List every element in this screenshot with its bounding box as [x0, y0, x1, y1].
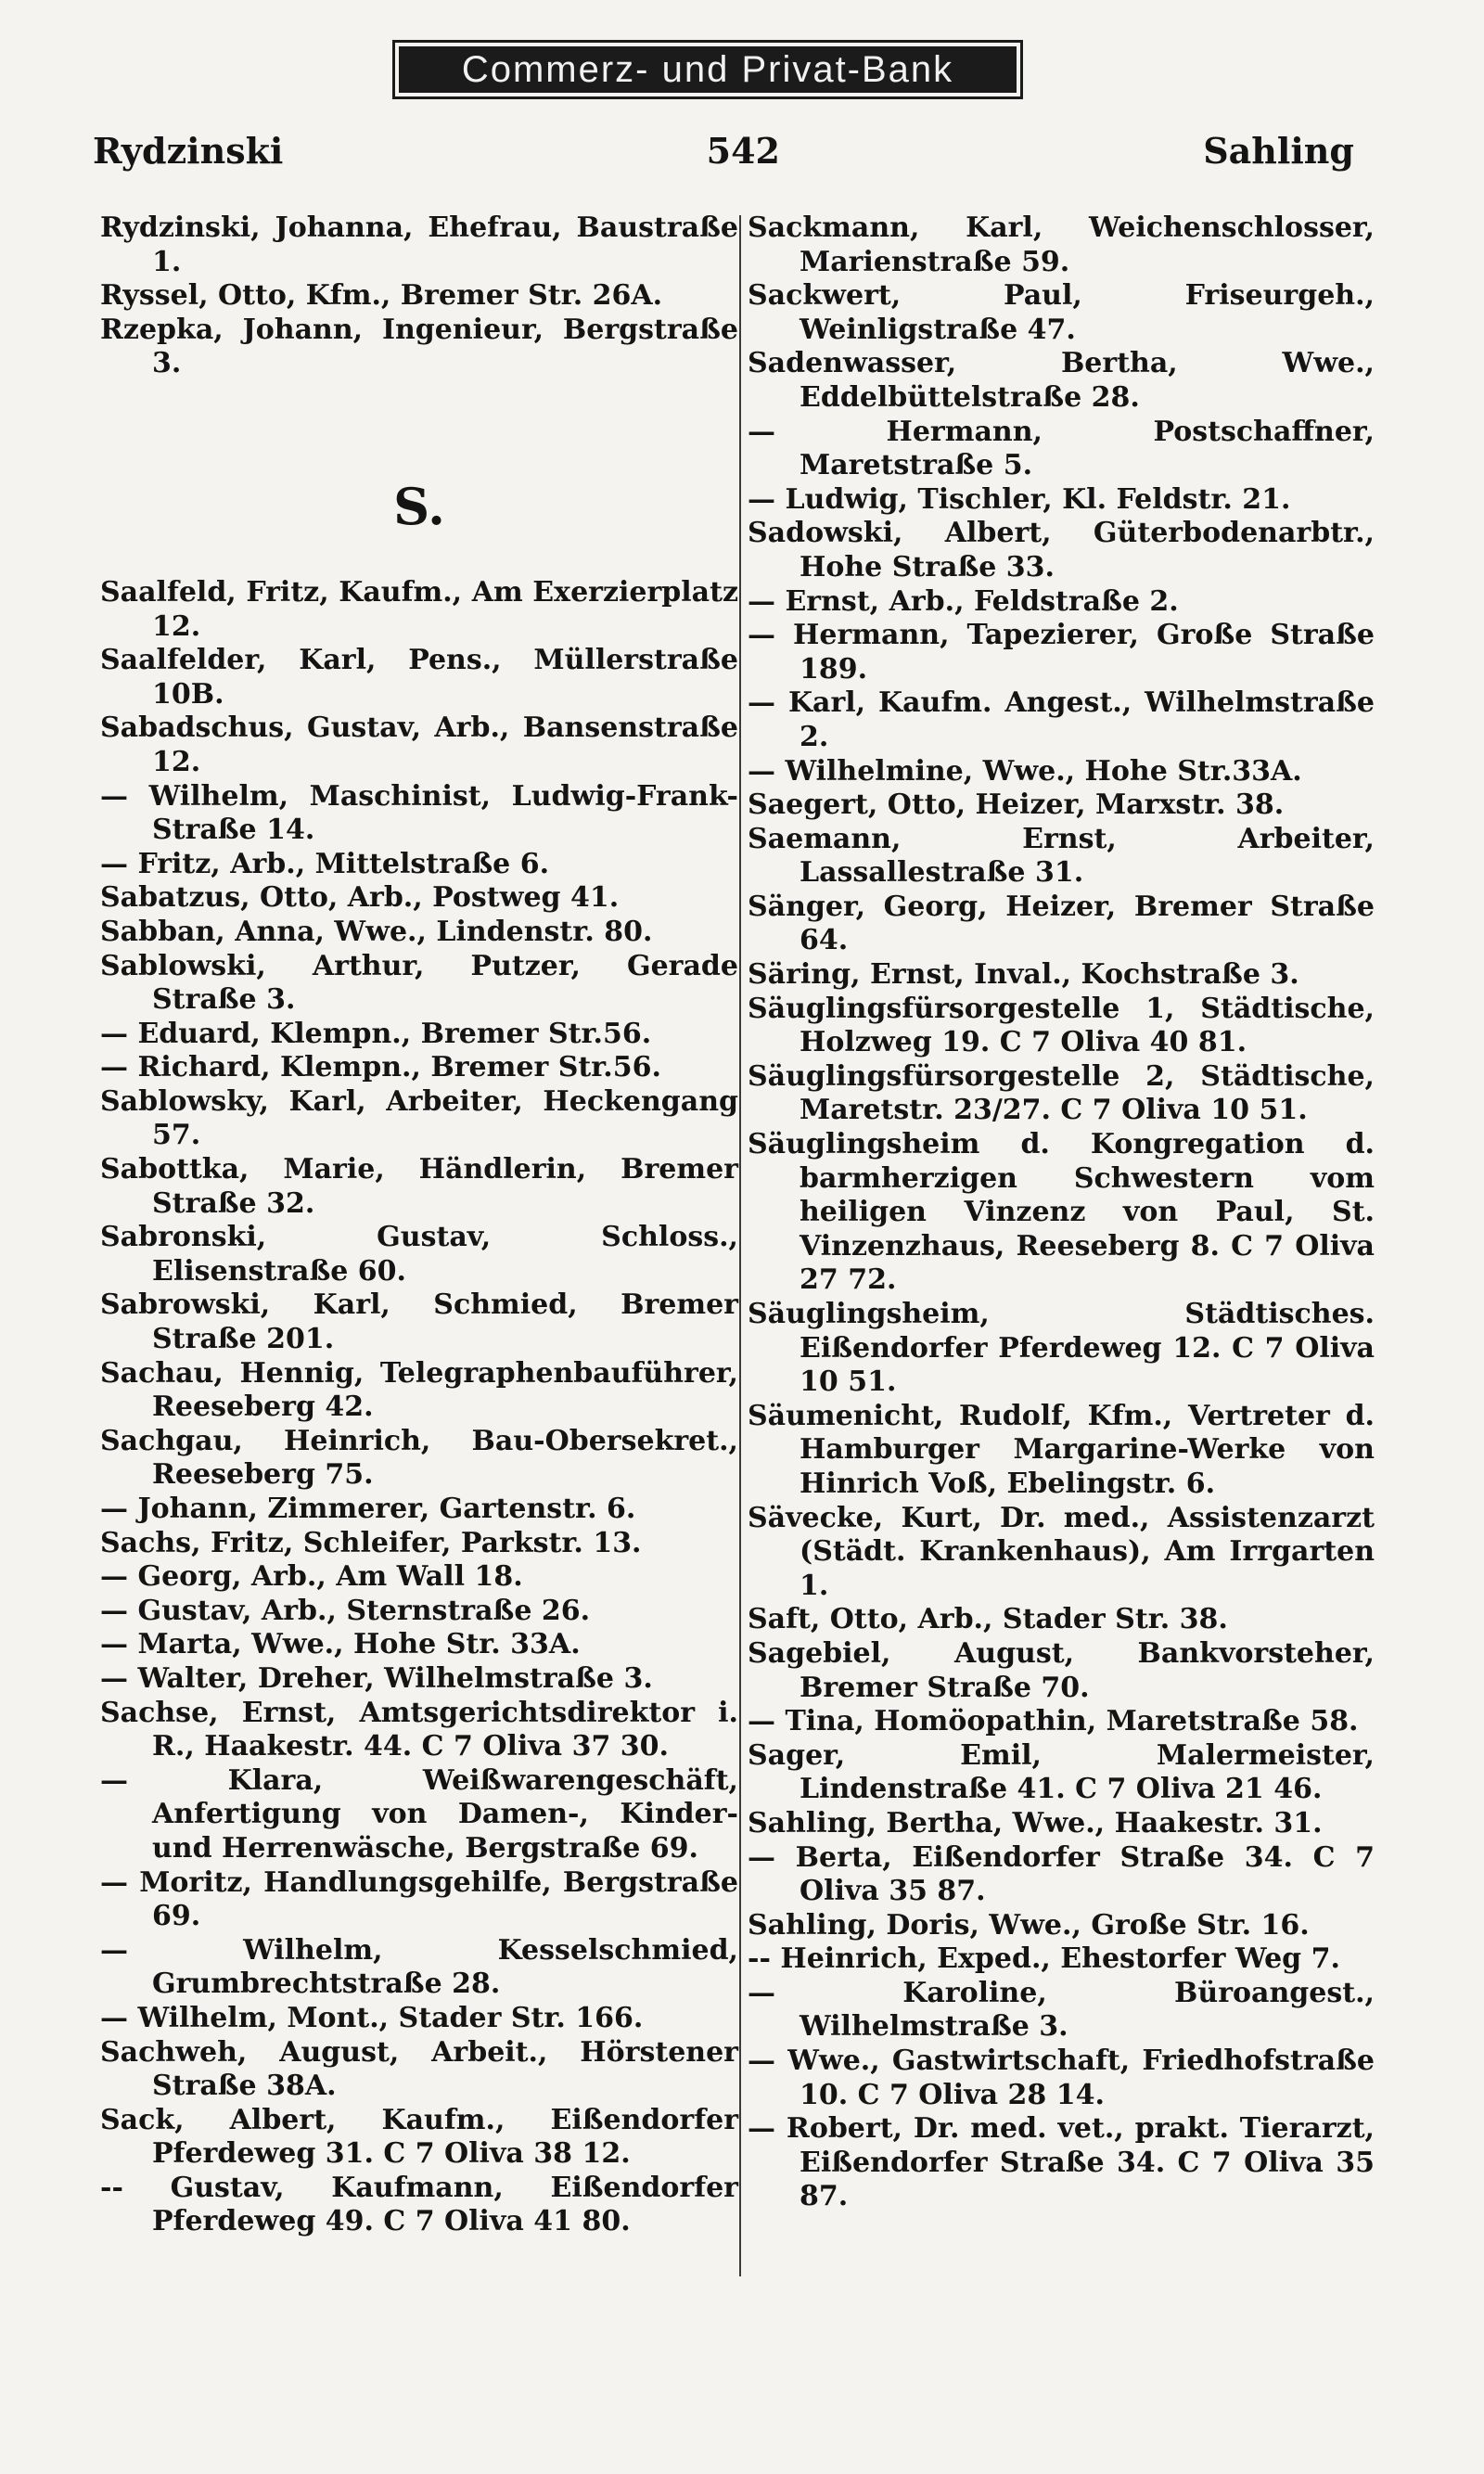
directory-entry: Rzepka, Johann, Ingenieur, Bergstraße 3.	[100, 313, 738, 380]
directory-entry: Sabronski, Gustav, Schloss., Elisenstraße 60.	[100, 1221, 738, 1288]
directory-entry: — Eduard, Klempn., Bremer Str.56.	[100, 1017, 652, 1050]
header-left-word: Rydzinski	[93, 130, 284, 172]
directory-entry: Sachgau, Heinrich, Bau-Obersekret., Reeseberg 75.	[100, 1424, 738, 1492]
running-header	[93, 130, 1354, 172]
directory-entry: Säumenicht, Rudolf, Kfm., Vertreter d. Hamburger Margarine-Werke von Hinrich Voß, Ebelingstr. 6.	[748, 1399, 1375, 1500]
directory-entry: -- Heinrich, Exped., Ehestorfer Weg 7.	[748, 1942, 1340, 1976]
directory-entry: — Wilhelmine, Wwe., Hohe Str.33A.	[748, 754, 1302, 788]
directory-entry: Saalfeld, Fritz, Kaufm., Am Exerzierplatz 12.	[100, 575, 738, 643]
directory-entry: Sablowsky, Karl, Arbeiter, Heckengang 57.	[100, 1084, 738, 1152]
directory-entry: — Ernst, Arb., Feldstraße 2.	[748, 584, 1179, 618]
directory-entry: — Hermann, Tapezierer, Große Straße 189.	[748, 619, 1375, 686]
directory-entry: Sahling, Bertha, Wwe., Haakestr. 31.	[748, 1806, 1323, 1839]
directory-entry: Sävecke, Kurt, Dr. med., Assistenzarzt (Städt. Krankenhaus), Am Irrgarten 1.	[748, 1501, 1375, 1602]
directory-entry: — Moritz, Handlungsgehilfe, Bergstraße 69.	[100, 1865, 738, 1933]
directory-entry: — Robert, Dr. med. vet., prakt. Tierarzt, Eißendorfer Straße 34. C 7 Oliva 35 87.	[748, 2112, 1375, 2213]
directory-entry: — Walter, Dreher, Wilhelmstraße 3.	[100, 1661, 653, 1695]
directory-entry: Saalfelder, Karl, Pens., Müllerstraße 10B.	[100, 644, 738, 711]
directory-entry: — Wilhelm, Kesselschmied, Grumbrechtstraße 28.	[100, 1933, 738, 2001]
directory-entry: Sack, Albert, Kaufm., Eißendorfer Pferdeweg 31. C 7 Oliva 38 12.	[100, 2103, 738, 2171]
directory-entry: Sackwert, Paul, Friseurgeh., Weinligstraße 47.	[748, 279, 1375, 346]
directory-entry: Sadowski, Albert, Güterbodenarbtr., Hohe Straße 33.	[748, 517, 1375, 583]
left-column	[100, 212, 738, 2239]
directory-entry: Sagebiel, August, Bankvorsteher, Bremer Straße 70.	[748, 1636, 1375, 1704]
directory-entry: Sachweh, August, Arbeit., Hörstener Straße 38A.	[100, 2035, 738, 2103]
directory-entry: — Fritz, Arb., Mittelstraße 6.	[100, 847, 550, 880]
directory-entry: Säuglingsfürsorgestelle 2, Städtische, Maretstr. 23/27. C 7 Oliva 10 51.	[748, 1059, 1375, 1127]
directory-entry: Sachse, Ernst, Amtsgerichtsdirektor i. R., Haakestr. 44. C 7 Oliva 37 30.	[100, 1696, 738, 1763]
directory-entry: — Klara, Weißwarengeschäft, Anfertigung von Damen-, Kinder- und Herrenwäsche, Bergstraße 69.	[100, 1763, 738, 1865]
directory-entry: Sadenwasser, Bertha, Wwe., Eddelbüttelstraße 28.	[748, 347, 1375, 414]
directory-entry: Säuglingsheim d. Kongregation d. barmherzigen Schwestern vom heiligen Vinzenz von Paul, St. Vinzenzhaus, Reeseberg 8. C 7 Oliva 27 72.	[748, 1128, 1375, 1297]
directory-entry: — Marta, Wwe., Hohe Str. 33A.	[100, 1628, 581, 1661]
directory-entry: Saegert, Otto, Heizer, Marxstr. 38.	[748, 788, 1285, 822]
column-divider	[739, 215, 741, 2276]
directory-entry: — Berta, Eißendorfer Straße 34. C 7 Oliva 35 87.	[748, 1840, 1375, 1908]
directory-entry: Sabottka, Marie, Händlerin, Bremer Straße 32.	[100, 1153, 738, 1220]
directory-entry: -- Gustav, Kaufmann, Eißendorfer Pferdeweg 49. C 7 Oliva 41 80.	[100, 2171, 738, 2238]
directory-entry: Säring, Ernst, Inval., Kochstraße 3.	[748, 958, 1299, 992]
directory-entry: Sabadschus, Gustav, Arb., Bansenstraße 12.	[100, 711, 738, 778]
directory-entry: Sabban, Anna, Wwe., Lindenstr. 80.	[100, 915, 653, 948]
directory-entry: — Wwe., Gastwirtschaft, Friedhofstraße 10. C 7 Oliva 28 14.	[748, 2045, 1375, 2111]
directory-entry: Ryssel, Otto, Kfm., Bremer Str. 26A.	[100, 279, 663, 313]
directory-entry: — Georg, Arb., Am Wall 18.	[100, 1560, 523, 1594]
left-main-entries	[100, 576, 738, 2239]
directory-entry: — Tina, Homöopathin, Maretstraße 58.	[748, 1705, 1359, 1738]
directory-entry: Sager, Emil, Malermeister, Lindenstraße 41. C 7 Oliva 21 46.	[748, 1738, 1375, 1806]
right-entries	[748, 212, 1375, 2214]
directory-entry: Sänger, Georg, Heizer, Bremer Straße 64.	[748, 890, 1375, 957]
directory-entry: Säuglingsheim, Städtisches. Eißendorfer Pferdeweg 12. C 7 Oliva 10 51.	[748, 1298, 1375, 1399]
directory-entry: Sablowski, Arthur, Putzer, Gerade Straße 3.	[100, 949, 738, 1017]
directory-entry: Sackmann, Karl, Weichenschlosser, Marienstraße 59.	[748, 212, 1375, 278]
header-right-word: Sahling	[1203, 130, 1354, 172]
directory-entry: Säuglingsfürsorgestelle 1, Städtische, Holzweg 19. C 7 Oliva 40 81.	[748, 992, 1375, 1059]
directory-entry: — Wilhelm, Mont., Stader Str. 166.	[100, 2001, 644, 2034]
directory-entry: — Karl, Kaufm. Angest., Wilhelmstraße 2.	[748, 686, 1375, 753]
directory-entry: — Karoline, Büroangest., Wilhelmstraße 3.	[748, 1976, 1375, 2044]
directory-entry: Sachau, Hennig, Telegraphenbauführer, Reeseberg 42.	[100, 1356, 738, 1424]
section-letter: S.	[393, 476, 445, 536]
bank-banner: Commerz- und Privat-Bank	[395, 43, 1020, 96]
left-top-entries	[100, 212, 738, 381]
right-column	[748, 212, 1375, 2214]
directory-entry: Saft, Otto, Arb., Stader Str. 38.	[748, 1603, 1228, 1636]
directory-entry: — Ludwig, Tischler, Kl. Feldstr. 21.	[748, 482, 1291, 516]
directory-entry: Rydzinski, Johanna, Ehefrau, Baustraße 1.	[100, 212, 738, 278]
directory-entry: Sabatzus, Otto, Arb., Postweg 41.	[100, 881, 620, 915]
directory-entry: — Wilhelm, Maschinist, Ludwig-Frank-Straße 14.	[100, 779, 738, 847]
directory-entry: — Johann, Zimmerer, Gartenstr. 6.	[100, 1493, 636, 1525]
directory-entry: Sachs, Fritz, Schleifer, Parkstr. 13.	[100, 1526, 642, 1559]
directory-entry: Sahling, Doris, Wwe., Große Str. 16.	[748, 1908, 1310, 1942]
directory-entry: Sabrowski, Karl, Schmied, Bremer Straße 201.	[100, 1288, 738, 1356]
page-number: 542	[706, 130, 780, 172]
directory-entry: — Hermann, Postschaffner, Maretstraße 5.	[748, 415, 1375, 482]
directory-entry: Saemann, Ernst, Arbeiter, Lassallestraße 31.	[748, 822, 1375, 890]
directory-entry: — Richard, Klempn., Bremer Str.56.	[100, 1051, 661, 1084]
directory-entry: — Gustav, Arb., Sternstraße 26.	[100, 1594, 591, 1627]
